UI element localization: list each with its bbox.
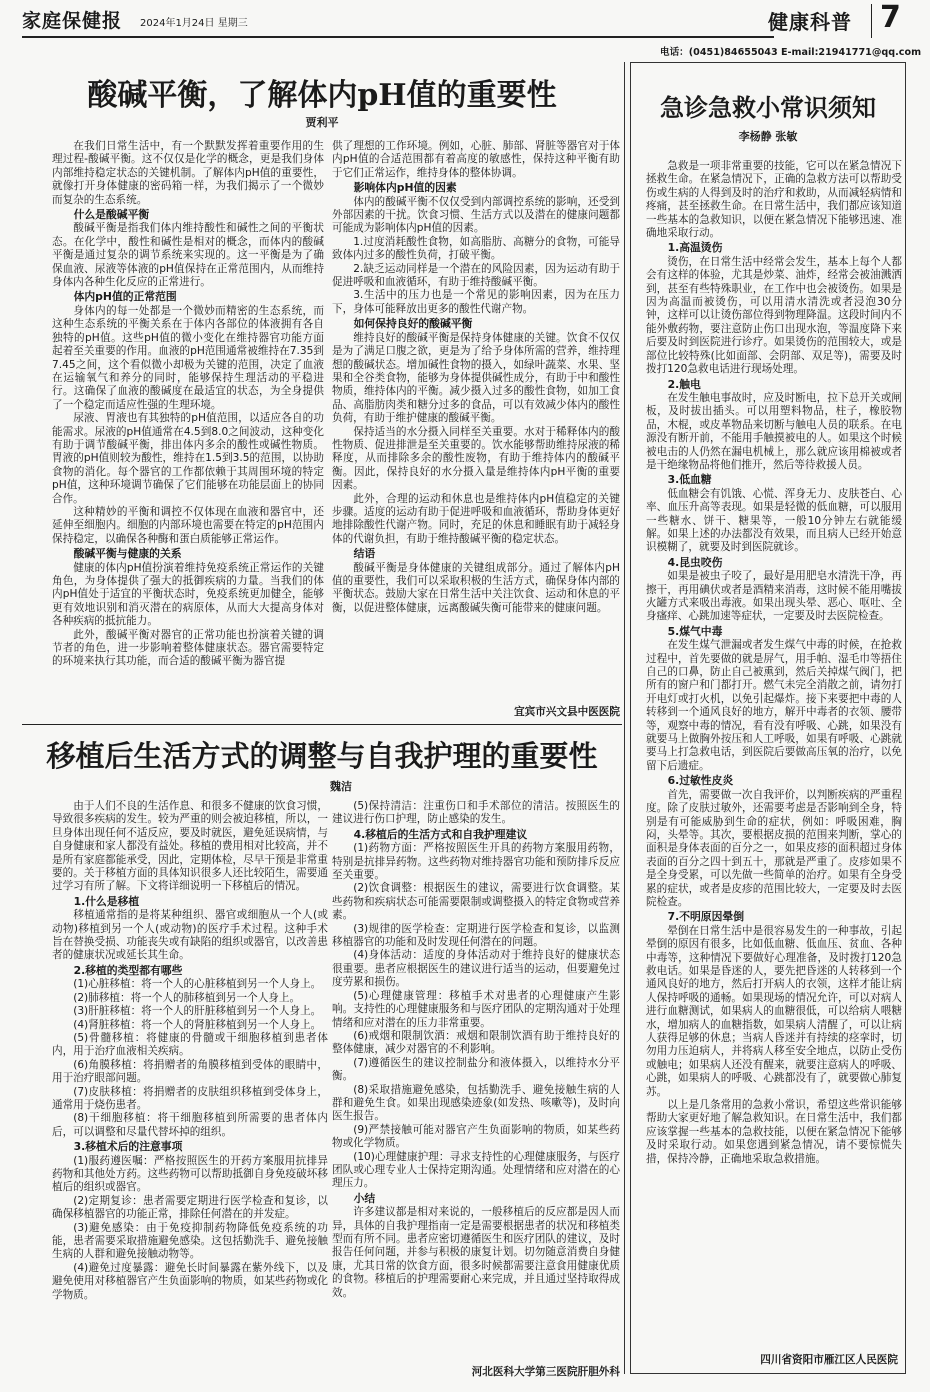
section-heading: 3.移植术后的注意事项 [73, 1140, 183, 1154]
paragraph: (4)身体活动：适度的身体活动对于维持良好的健康状态很重要。患者应根据医生的建议进行适当的运动，但要避免过度劳累和损伤。 [332, 949, 620, 989]
article2-column-left [52, 800, 328, 1380]
masthead: 家庭保健报 [22, 10, 123, 32]
article-separator [22, 724, 622, 725]
paragraph: (7)皮肤移植：将捐赠者的皮肤组织移植到受体身上，通常用于烧伤患者。 [52, 1085, 328, 1111]
section-heading: 什么是酸碱平衡 [73, 208, 150, 222]
paragraph: 由于人们不良的生活作息、和很多不健康的饮食习惯，导致很多疾病的发生。较为严重的则会被迫移植，所以，一旦身体出现任何不适反应，要及时就医，避免延误病情，与自身健康和家人都没有益处。移植的费用相对比较高，并不是所有家庭都能承受，因此，定期体检，尽早干预是非常重要的。关于移植方面的具体知识很多人还比较陌生，需要通过学习有所了解。下文将详细说明一下移植后的情况。 [52, 800, 328, 893]
paragraph: 尿液、胃液也有其独特的pH值范围，以适应各自的功能需求。尿液的pH值通常在4.5到8.0之间波动，这种变化有助于调节酸碱平衡，排出体内多余的酸性或碱性物质。胃液的pH值则较为酸性，维持在1.5到3.5的范围，以协助食物的消化。每个器官的工作都依赖于其周围环境的特定pH值，这种环境调节确保了它们能够在功能层面上的协同合作。 [52, 412, 324, 505]
paragraph: 急救是一项非常重要的技能，它可以在紧急情况下拯救生命。在紧急情况下，正确的急救方法可以帮助受伤或生病的人得到及时的治疗和救助，从而减轻病情和疼痛，甚至拯救生命。在日常生活中，我们都应该知道一些基本的急救知识，以便在紧急情况下能够迅速、准确地采取行动。 [646, 160, 902, 240]
article2-author: 魏洁 [330, 780, 352, 793]
paragraph: 低血糖会有饥饿、心慌、浑身无力、皮肤苍白、心率、血压升高等表现。如果是轻微的低血糖，可以服用一些糖水、饼干、糖果等，一般10分钟左右就能缓解。如果上述的办法都没有效果，而且病人已经开始意识模糊了，就要及时到医院就诊。 [646, 487, 902, 554]
paragraph: 首先，需要做一次自我评价，以判断疾病的严重程度。除了皮肤过敏外，还需要考虑是否影响到全身，特别是有可能威胁到生命的症状，例如：呼吸困难，胸闷，头晕等。其次，要根据皮损的范围来判断，掌心的面积是身体表面的百分之一，如果皮疹的面积超过身体表面的百分之四十到五十，那就是严重了。皮疹如果不是全身受累，可以先做一些简单的治疗。如果有全身受累的症状，或者是皮疹的范围比较大，一定要及时去医院检查。 [646, 788, 902, 908]
paragraph: (2)肺移植：将一个人的肺移植到另一个人身上。 [73, 991, 301, 1004]
paragraph: 烫伤，在日常生活中经常会发生，基本上每个人都会有这样的体验，尤其是炒菜、油炸，经常会被油溅洒到，甚至有些特殊职业，在工作中也会被烫伤。如果是因为高温而被烫伤，可以用清水清洗或者浸泡30分钟，这样可以让烫伤部位得到物理降温。这段时间内不能外敷药物，要注意防止伤口出现水泡，等温度降下来后要及时到医院进行诊疗。如果烫伤的范围较大，或是部位比较特殊(比如面部、会阴部、双足等)，需要及时拨打120急救电话进行现场处理。 [646, 255, 902, 376]
header-vertical-divider [871, 4, 872, 38]
paragraph: 在发生煤气泄漏或者发生煤气中毒的时候，在抢救过程中，首先要做的就是屏气，用手帕、湿毛巾等捂住自己的口鼻，防止自己被熏到，然后关掉煤气阀门，把所有的窗户和门都打开。燃气未完全消散之前，请勿打开电灯或打火机，以免引起爆炸。接下来要把中毒的人转移到一个通风良好的地方，解开中毒者的衣领、腰带等，观察中毒的情况，看有没有呼吸、心跳，如果没有就要马上做胸外按压和人工呼吸，如果有呼吸、心跳就要马上打急救电话，到医院后要做高压氧的治疗，以免留下后遗症。 [646, 639, 902, 772]
contact-line: 电话：(0451)84655043 E-mail:21941771@qq.com [660, 47, 922, 58]
column-divider [624, 62, 625, 1374]
section-heading: 结语 [353, 547, 376, 561]
section-heading: 2.触电 [667, 377, 701, 391]
section-heading: 影响体内pH值的因素 [353, 181, 457, 195]
section-heading: 7.不明原因晕倒 [667, 910, 744, 924]
section-heading: 2.移植的类型都有哪些 [73, 963, 183, 977]
article3-title: 急诊急救小常识须知 [660, 93, 876, 122]
paragraph: (6)角膜移植：将捐赠者的角膜移植到受体的眼睛中，用于治疗眼部问题。 [52, 1058, 328, 1085]
paragraph: (1)服药遵医嘱：严格按照医生的开药方案服用抗排异药物和其他处方药。这些药物可以帮助抵御自身免疫破坏移植后的组织或器官。 [52, 1154, 328, 1194]
paragraph: (4)避免过度暴露：避免长时间暴露在紫外线下，以及避免使用对移植器官产生负面影响的物质，如某些药物或化学物质。 [52, 1261, 328, 1301]
paragraph: (9)严禁接触可能对器官产生负面影响的物质，如某些药物或化学物质。 [332, 1123, 620, 1150]
paragraph: 体内的酸碱平衡不仅仅受到内部调控系统的影响，还受到外部因素的干扰。饮食习惯、生活方式以及潜在的健康问题都可能成为影响体内pH值的因素。 [332, 195, 620, 235]
section-heading: 5.煤气中毒 [667, 624, 723, 638]
paragraph: 移植通常指的是将某种组织、器官或细胞从一个人(或动物)移植到另一个人(或动物)的医疗手术过程。这种手术旨在替换受损、功能丧失或有缺陷的组织或器官，以改善患者的健康状况或延长其生命。 [52, 909, 328, 962]
paragraph: 此外，酸碱平衡对器官的正常功能也扮演着关键的调节者的角色，进一步影响着整体健康状态。器官需要特定的环境来执行其功能，而合适的酸碱平衡为器官提 [52, 628, 324, 668]
paragraph: (5)保持清洁：注重伤口和手术部位的清洁。按照医生的建议进行伤口护理，防止感染的发生。 [332, 800, 620, 826]
paragraph: 这种精妙的平衡和调控不仅体现在血液和器官中，还延伸至细胞内。细胞的内部环境也需要在特定的pH范围内保持稳定，以确保各种酶和蛋白质能够正常运作。 [52, 505, 324, 545]
article1-source: 宜宾市兴文县中医医院 [514, 706, 620, 718]
article2-title: 移植后生活方式的调整与自我护理的重要性 [46, 739, 598, 773]
paragraph: (10)心理健康护理：寻求支持性的心理健康服务，与医疗团队或心理专业人士保持定期沟通。处理情绪和应对潜在的心理压力。 [332, 1150, 620, 1190]
issue-date: 2024年1月24日 星期三 [140, 18, 248, 29]
paragraph: 如果是被虫子咬了，最好是用肥皂水清洗干净，再擦干，再用碘伏或者是酒精来消毒，这时候不能用嘴拔火罐方式来吸出毒液。如果出现头晕、恶心、呕吐、全身瘙痒、心跳加速等症状，一定要及时去医院检查。 [646, 570, 902, 623]
paragraph: (4)肾脏移植：将一个人的肾脏移植到另一个人身上。 [73, 1018, 322, 1031]
paragraph: 保持适当的水分摄入同样至关重要。水对于稀释体内的酸性物质、促进排泄是至关重要的。饮水能够帮助维持尿液的稀释度，从而排除多余的酸性废物，有助于维持体内的酸碱平衡。因此，保持良好的水分摄入量是维持体内pH平衡的重要因素。 [332, 425, 620, 492]
article1-column-left [52, 140, 324, 720]
paragraph: 在发生触电事故时，应及时断电，拉下总开关或闸板，及时拔出插头。可以用塑料物品，柱子，橡胶物品，木棍，或皮革物品来切断与触电人员的联系。在电源没有断开前，不能用手触摸被电的人。如果这个时候被电击的人仍然在漏电机械上，那么就应该用棉被或者是干绝缘物品将他们推开，然后等待救援人员。 [646, 391, 902, 471]
section-heading: 4.移植后的生活方式和自我护理建议 [353, 827, 528, 841]
article1-author: 贾利平 [305, 116, 339, 129]
article2-column-right [332, 800, 620, 1366]
section-name: 健康科普 [768, 10, 852, 34]
header-rule [22, 36, 774, 38]
paragraph: (8)干细胞移植：将干细胞移植到所需要的患者体内后，可以调整和尽量代替坏掉的组织。 [52, 1112, 328, 1138]
article3-author: 李杨静 张敏 [738, 130, 798, 143]
paragraph: (5)骨髓移植：将健康的骨髓或干细胞移植到患者体内，用于治疗血液相关疾病。 [52, 1031, 328, 1058]
paragraph: 3.生活中的压力也是一个常见的影响因素，因为在压力下，身体可能释放出更多的酸性代谢产物。 [332, 289, 620, 315]
paragraph: 酸碱平衡是身体健康的关键组成部分。通过了解体内pH值的重要性，我们可以采取积极的生活方式，确保身体内部的平衡状态。鼓励大家在日常生活中关注饮食、运动和休息的平衡，以促进整体健康，远离酸碱失衡可能带来的健康问题。 [332, 561, 620, 614]
paragraph: 以上是几条常用的急救小常识，希望这些常识能够帮助大家更好地了解急救知识。在日常生活中，我们都应该掌握一些基本的急救技能，以便在紧急情况下能够及时采取行动。如果您遇到紧急情况，请不要惊慌失措，保持冷静，正确地采取急救措施。 [646, 1099, 902, 1165]
article1-title: 酸碱平衡，了解体内pH值的重要性 [87, 78, 557, 113]
section-heading: 体内pH值的正常范围 [73, 290, 177, 304]
paragraph: (6)戒烟和限制饮酒：戒烟和限制饮酒有助于维持良好的整体健康，减少对器官的不利影响。 [332, 1029, 620, 1056]
paragraph: (1)药物方面：严格按照医生开具的药物方案服用药物，特别是抗排异药物。这些药物对维持器官功能和预防排斥反应至关重要。 [332, 842, 620, 882]
section-heading: 小结 [353, 1191, 376, 1205]
paragraph: (8)采取措施避免感染，包括勤洗手、避免接触生病的人群和避免生食。如果出现感染迹象(如发热、咳嗽等)，及时向医生报告。 [332, 1083, 620, 1123]
paragraph: (1)心脏移植：将一个人的心脏移植到另一个人身上。 [73, 978, 322, 991]
paragraph: 许多建议都是相对来说的，一般移植后的反应都是因人而异，具体的自我护理指南一定是需要根据患者的状况和移植类型而有所不同。患者应密切遵循医生和医疗团队的建议，及时报告任何问题，并参与积极的康复计划。切勿随意消费自身健康，尤其日常的饮食方面，很多时候都需要注意食用健康优质的食物。移植后的护理需要耐心来完成，并且通过坚持取得成效。 [332, 1206, 620, 1299]
paragraph: (5)心理健康管理：移植手术对患者的心理健康产生影响。支持性的心理健康服务和与医疗团队的定期沟通对于处理情绪和应对潜在的压力非常重要。 [332, 989, 620, 1029]
paragraph: 健康的体内pH值扮演着维持免疫系统正常运作的关键角色，为身体提供了强大的抵御疾病的力量。当我们的体内pH值处于适宜的平衡状态时，免疫系统更加健全，能够更有效地识别和消灭潜在的病原体，从而大大提高身体对各种疾病的抵抗能力。 [52, 561, 324, 628]
section-heading: 3.低血糖 [667, 473, 712, 487]
paragraph: (7)遵循医生的建议控制盐分和液体摄入，以维持水分平衡。 [332, 1056, 620, 1083]
paragraph: 供了理想的工作环境。例如，心脏、肺部、肾脏等器官对于体内pH值的合适范围都有着高度的敏感性，保持这种平衡有助于它们正常运作，维持身体的整体协调。 [332, 140, 620, 179]
paragraph: (3)肝脏移植：将一个人的肝脏移植到另一个人身上。 [73, 1005, 322, 1018]
article1-column-right [332, 140, 620, 706]
paragraph: 在我们日常生活中，有一个默默发挥着重要作用的生理过程-酸碱平衡。这不仅仅是化学的概念，更是我们身体内部维持稳定状态的关键机制。了解体内pH值的重要性，就像打开身体健康的密码箱一样，为我们揭示了一个微妙而复杂的生态系统。 [52, 140, 324, 206]
paragraph: (3)规律的医学检查：定期进行医学检查和复诊，以监测移植器官的功能和及时发现任何潜在的问题。 [332, 922, 620, 949]
paragraph: (2)定期复诊：患者需要定期进行医学检查和复诊，以确保移植器官的功能正常，排除任何潜在的并发症。 [52, 1194, 328, 1221]
paragraph: 维持良好的酸碱平衡是保持身体健康的关键。饮食不仅仅是为了满足口腹之欲，更是为了给予身体所需的营养，维持理想的酸碱状态。增加碱性食物的摄入，如绿叶蔬菜、水果、坚果和全谷类食物，能够为身体提供碱性成分，有助于中和酸性物质，维持体内的平衡。减少摄入过多的酸性食物，如加工食品、高脂肪肉类和糖分过多的食品，可以有效减少体内的酸性负荷，有助于维护健康的酸碱平衡。 [332, 331, 620, 425]
section-heading: 如何保持良好的酸碱平衡 [353, 317, 473, 331]
page-number: 7 [880, 0, 901, 35]
paragraph: 1.过度消耗酸性食物，如高脂肪、高糖分的食物，可能导致体内过多的酸性负荷，打破平衡。 [332, 235, 620, 262]
article2-source: 河北医科大学第三医院肝胆外科 [471, 1366, 620, 1378]
paragraph: 身体内的每一处都是一个微妙而精密的生态系统，而这种生态系统的平衡关系在于体内各部位的体液拥有各自独特的pH值。这些pH值的微小变化在维持器官功能方面起着至关重要的作用。血液的pH范围通常被维持在7.35到7.45之间，这个看似微小却极为关键的范围，决定了血液在运输氧气和养分的同时，能够保持生理活动的平稳进行。这确保了血液的酸碱度在最适宜的状态，为全身提供了一个稳定而适应性强的生理环境。 [52, 304, 324, 411]
paragraph: 酸碱平衡是指我们体内维持酸性和碱性之间的平衡状态。在化学中，酸性和碱性是相对的概念，而体内的酸碱平衡是通过复杂的调节系统来实现的。这一平衡是为了确保血液、尿液等体液的pH值保持在正常范围内，从而维持身体内各种生化反应的正常进行。 [52, 222, 324, 289]
paragraph: (3)避免感染：由于免疫抑制药物降低免疫系统的功能，患者需要采取措施避免感染。这包括勤洗手、避免接触生病的人群和避免接触动物等。 [52, 1221, 328, 1261]
article3-body [646, 160, 902, 1346]
paragraph: 此外，合理的运动和休息也是维持体内pH值稳定的关键步骤。适度的运动有助于促进呼吸和血液循环，帮助身体更好地排除酸性代谢产物。同时，充足的休息和睡眠有助于减轻身体的代谢负担，有助于维持酸碱平衡的稳定状态。 [332, 492, 620, 545]
section-heading: 6.过敏性皮炎 [667, 774, 734, 788]
paragraph: (2)饮食调整：根据医生的建议，需要进行饮食调整。某些药物和疾病状态可能需要限制或调整摄入的特定食物或营养素。 [332, 882, 620, 922]
article3-source: 四川省资阳市雁江区人民医院 [760, 1354, 898, 1366]
paragraph: 2.缺乏运动同样是一个潜在的风险因素，因为运动有助于促进呼吸和血液循环，有助于维持酸碱平衡。 [332, 262, 620, 289]
section-heading: 酸碱平衡与健康的关系 [73, 547, 182, 561]
section-heading: 1.什么是移植 [73, 894, 140, 908]
section-heading: 1.高温烫伤 [667, 241, 723, 255]
paragraph: 晕倒在日常生活中是很容易发生的一种事故，引起晕倒的原因有很多，比如低血糖、低血压、贫血、各种中毒等，这种情况下要做好心理准备，及时拨打120急救电话。如果是昏迷的人，要先把昏迷的人转移到一个通风良好的地方，然后打开病人的衣领，这样才能让病人保持呼吸的通畅。如果现场的情况允许，可以对病人进行血糖测试，如果病人的血糖很低，可以给病人喂糖水，增加病人的血糖指数，如果病人清醒了，可以让病人获得足够的休息；当病人昏迷并有持续的痉挛时，切勿用力压迫病人，并将病人移至安全地点，以防止受伤或触电；如果病人还没有醒来，就要注意病人的呼吸、心跳，如果病人的呼吸、心跳都没有了，就要做心肺复苏。 [646, 924, 902, 1098]
section-heading: 4.昆虫咬伤 [667, 555, 723, 569]
